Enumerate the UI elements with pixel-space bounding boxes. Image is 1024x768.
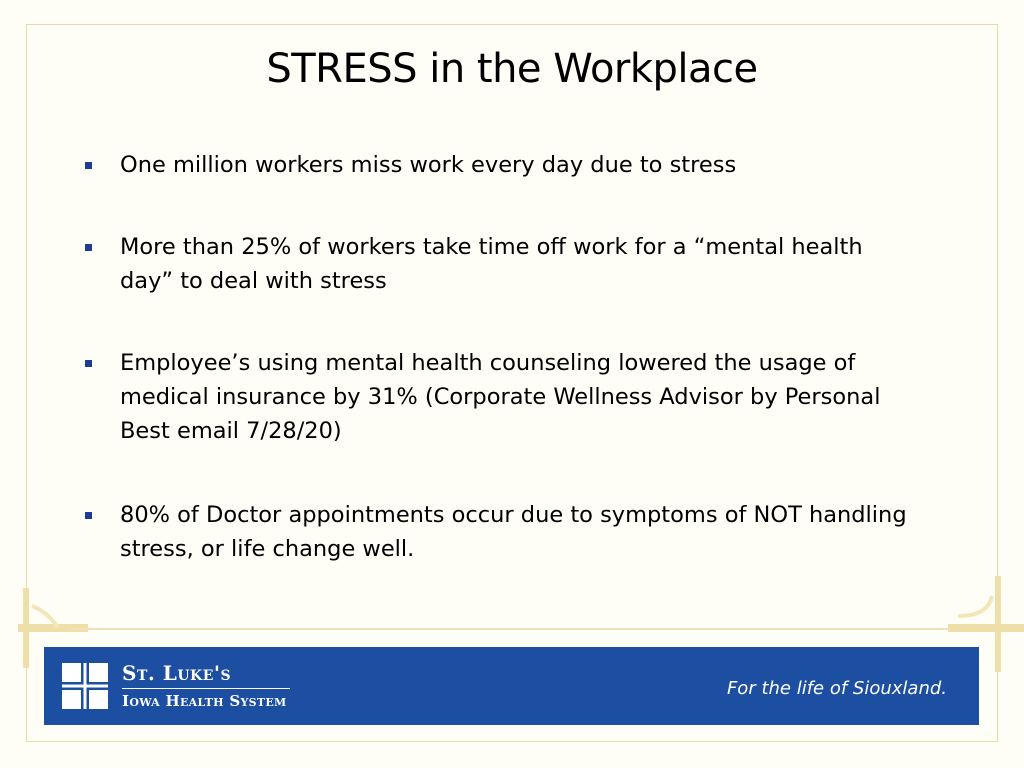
footer-tagline: For the life of Siouxland. (726, 678, 947, 699)
logo-name: St. Luke's (122, 661, 232, 685)
bullet-square-icon (85, 244, 92, 251)
slide-title: STRESS in the Workplace (266, 46, 758, 92)
footer-banner (44, 647, 979, 725)
bullet-square-icon (85, 512, 92, 519)
bullet-text: One million workers miss work every day due to stress (120, 152, 737, 178)
st-lukes-cross-logo-icon (62, 663, 108, 709)
bullet-text: Employee’s using mental health counseling lowered the usage of medical insurance by 31% (Corporate Wellness Advisor by Personal Best email 7/28/20) (120, 350, 881, 444)
bullet-text: More than 25% of workers take time off work for a “mental health day” to deal with stress (120, 234, 863, 294)
bullet-square-icon (85, 162, 92, 169)
bullet-text: 80% of Doctor appointments occur due to symptoms of NOT handling stress, or life change well. (120, 502, 907, 562)
bullet-square-icon (85, 360, 92, 367)
logo-divider (122, 688, 290, 689)
logo-subtitle: Iowa Health System (122, 692, 287, 710)
